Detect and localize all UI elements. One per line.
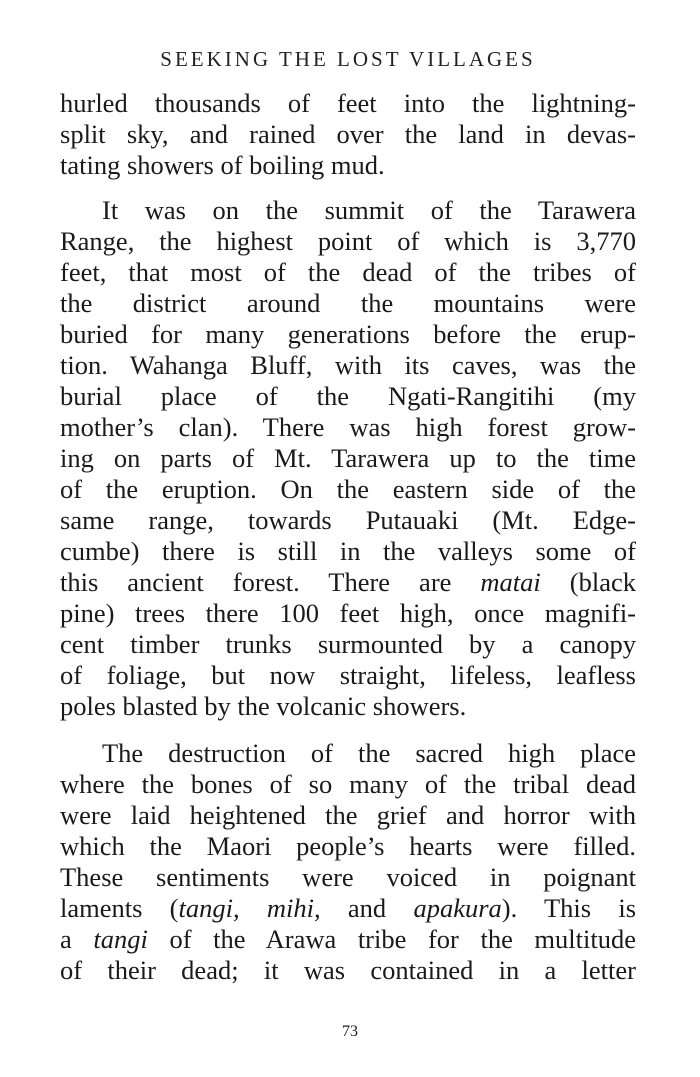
text-line (60, 893, 636, 924)
text-line: poles blasted by the volcanic showers. (60, 691, 467, 721)
text-line: which the Maori people’s hearts were filled. (60, 831, 636, 861)
text-line: tating showers of boiling mud. (60, 150, 385, 180)
text-fragment: (black (569, 567, 636, 597)
text-line: cent timber trunks surmounted by a canopy (60, 629, 636, 659)
text-line: were laid heightened the grief and horror with (60, 800, 636, 830)
text-fragment: ). This is (501, 893, 637, 923)
paragraph-2 (60, 195, 636, 722)
paragraph-3 (60, 738, 636, 986)
text-line: same range, towards Putauaki (Mt. Edge- (60, 505, 636, 535)
italic-term-matai: matai (480, 567, 541, 597)
text-line: of their dead; it was contained in a letter (60, 955, 636, 985)
text-line: It was on the summit of the Tarawera (102, 195, 636, 225)
book-page (60, 44, 636, 986)
text-line: pine) trees there 100 feet high, once magnifi- (60, 598, 636, 628)
italic-term-tangi: tangi (93, 924, 148, 954)
text-fragment: laments ( (60, 893, 179, 923)
text-line: mother’s clan). There was high forest grow- (60, 412, 636, 442)
paragraph-1 (60, 88, 636, 181)
text-line: the district around the mountains were (60, 288, 636, 318)
text-line: split sky, and rained over the land in devas- (60, 119, 636, 149)
text-line: where the bones of so many of the tribal dead (60, 769, 636, 799)
text-fragment: this ancient forest. There are (60, 567, 452, 597)
text-line: ing on parts of Mt. Tarawera up to the time (60, 443, 636, 473)
page-number: 73 (342, 1023, 358, 1040)
text-fragment: a (60, 924, 72, 954)
text-line: These sentiments were voiced in poignant (60, 862, 636, 892)
text-line: feet, that most of the dead of the tribes of (60, 257, 636, 287)
text-fragment: and (347, 893, 387, 923)
italic-term-mihi: mihi, (266, 893, 321, 923)
text-line: of foliage, but now straight, lifeless, leafless (60, 660, 636, 690)
text-line: of the eruption. On the eastern side of the (60, 474, 636, 504)
text-line (60, 924, 636, 955)
text-line (60, 567, 636, 598)
running-head: SEEKING THE LOST VILLAGES (160, 47, 536, 71)
text-line: buried for many generations before the erup- (60, 319, 636, 349)
text-line: burial place of the Ngati-Rangitihi (my (60, 381, 636, 411)
text-line: tion. Wahanga Bluff, with its caves, was the (60, 350, 636, 380)
text-line: The destruction of the sacred high place (102, 738, 636, 768)
text-line: Range, the highest point of which is 3,770 (60, 226, 636, 256)
text-line: hurled thousands of feet into the lightning- (60, 88, 636, 118)
italic-term-apakura: apakura (413, 893, 502, 923)
italic-term-tangi: tangi, (178, 893, 240, 923)
text-line: cumbe) there is still in the valleys some of (60, 536, 636, 566)
text-fragment: of the Arawa tribe for the multitude (169, 924, 636, 954)
